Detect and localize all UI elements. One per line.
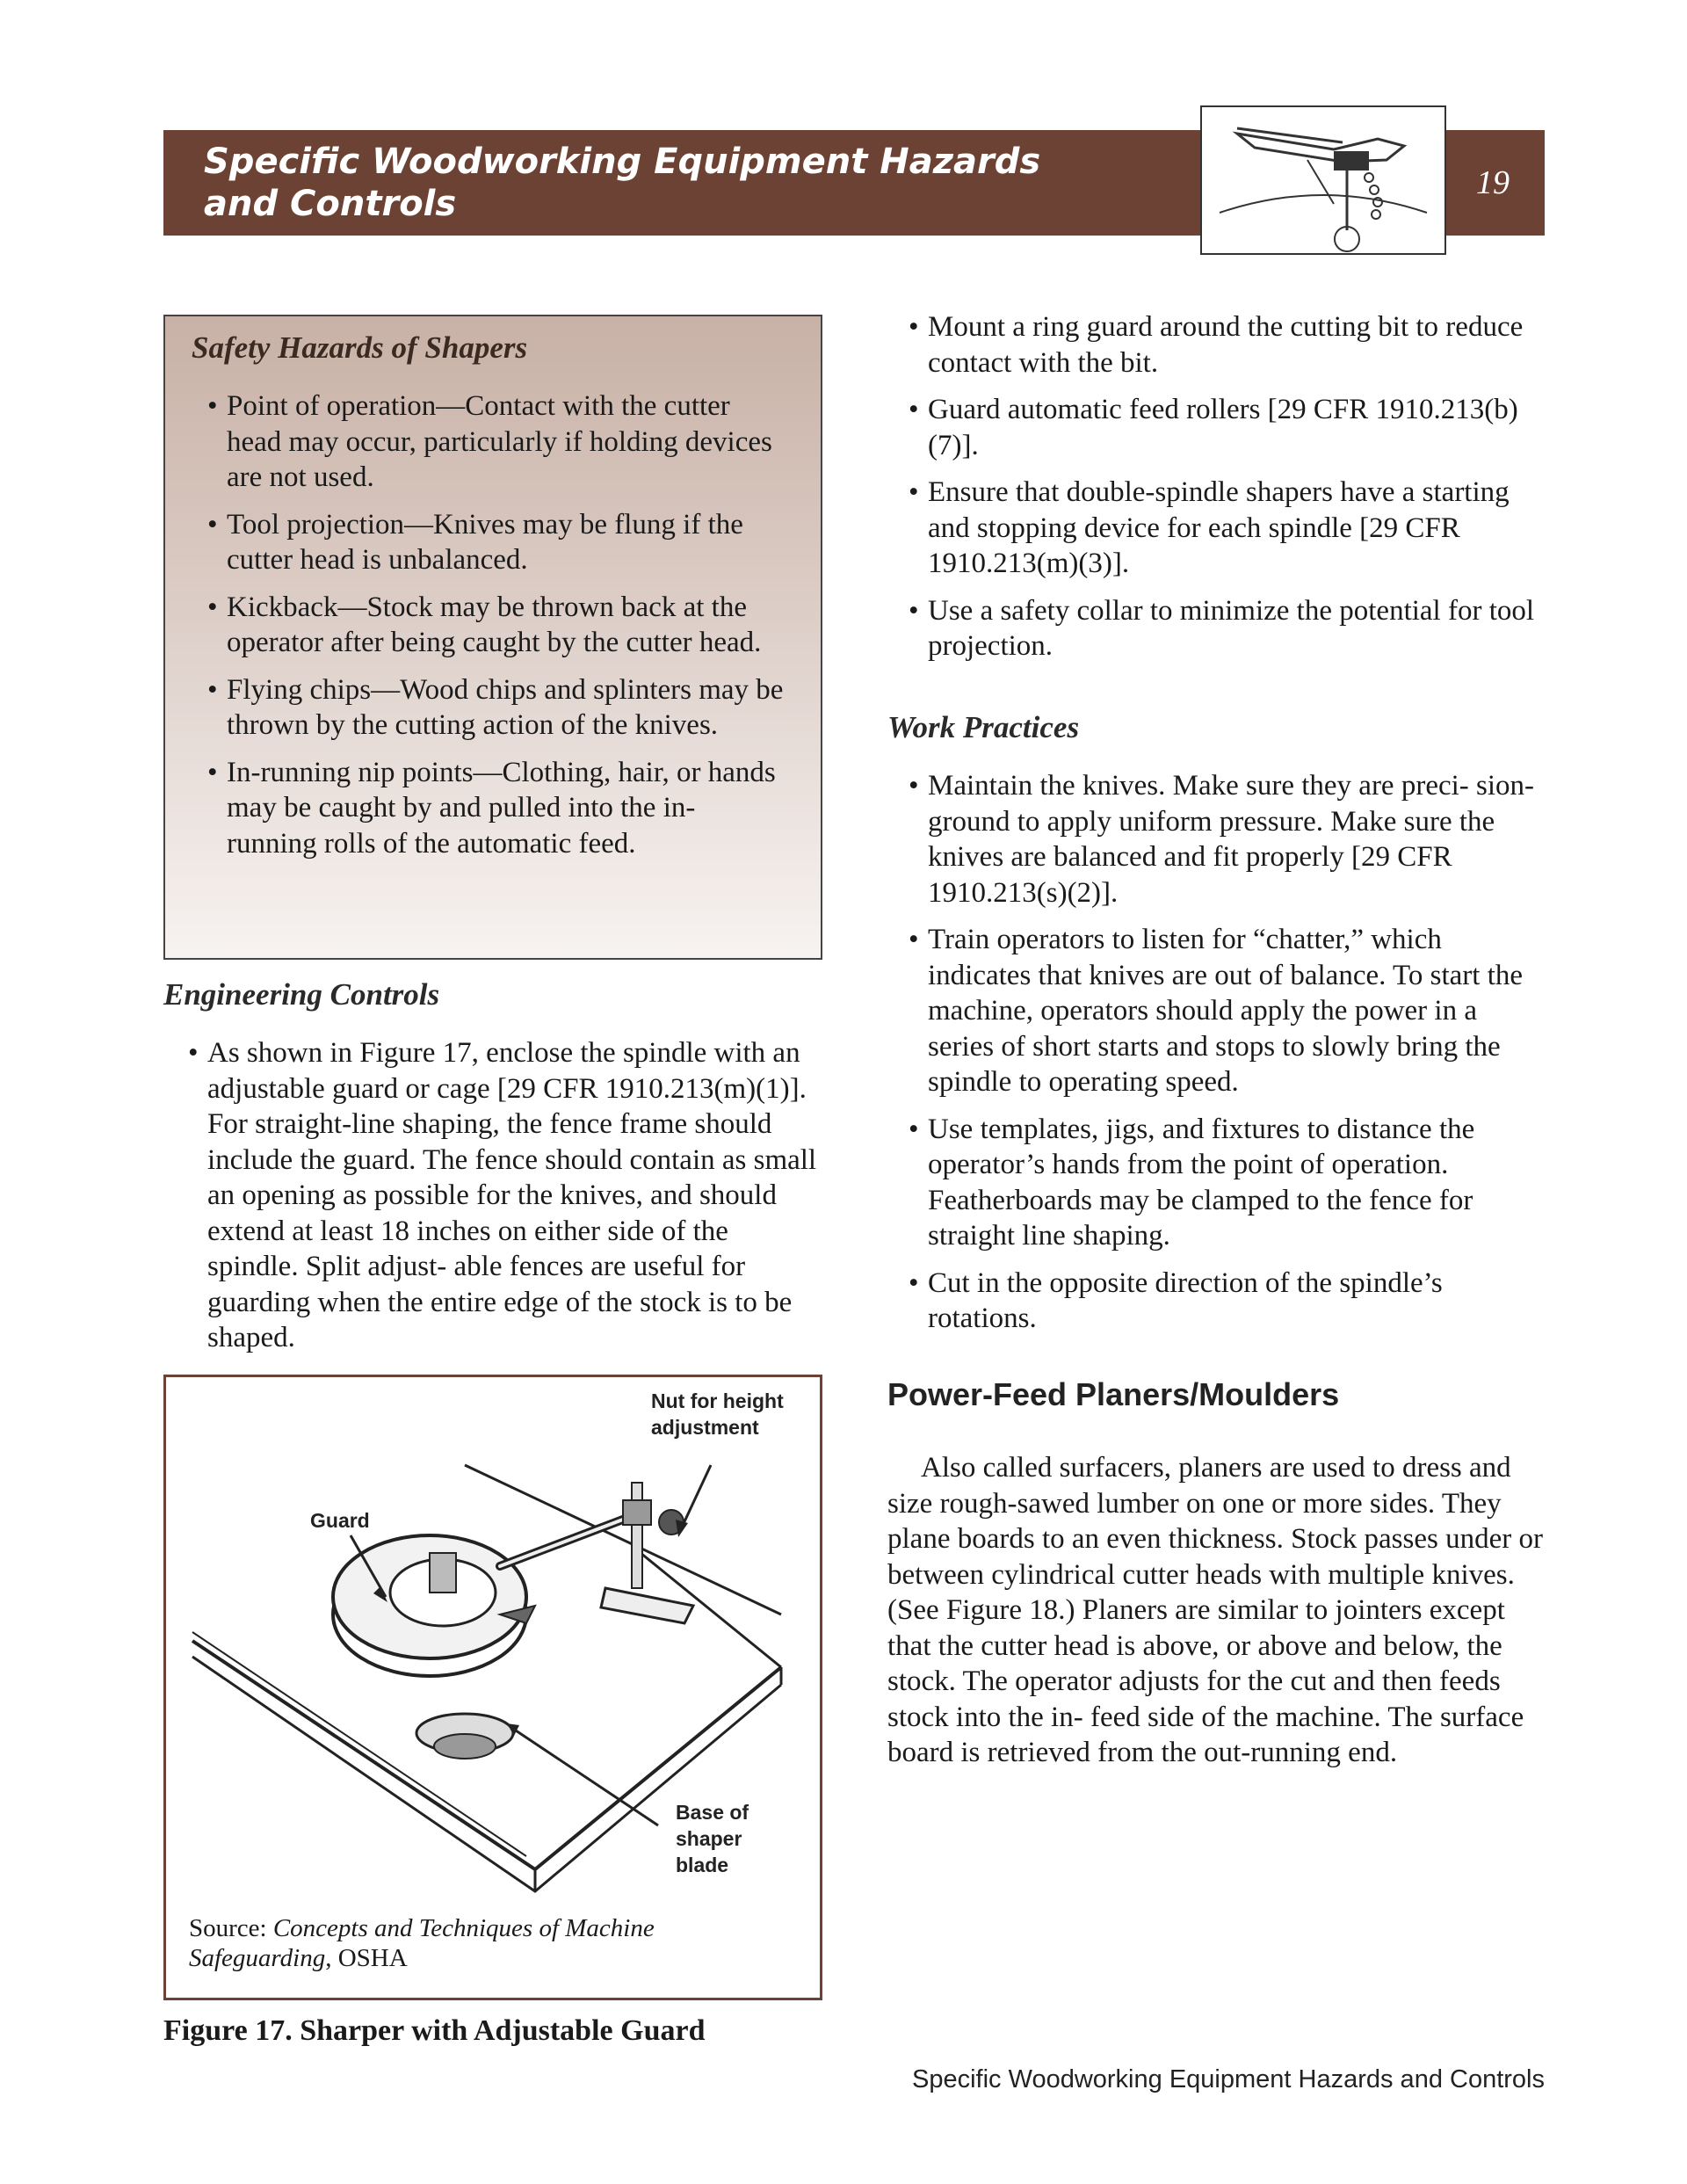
guard-practices-list: [909, 309, 1545, 676]
label-nut-height-adjustment: Nut for height adjustment: [651, 1389, 784, 1439]
list-item: • Tool projection—Knives may be flung if the cutter head is unbalanced.: [207, 507, 787, 578]
work-practices-heading: Work Practices: [887, 710, 1080, 744]
hazards-list: [207, 388, 787, 873]
list-item: • Kickback—Stock may be thrown back at the operator after being caught by the cutter head.: [207, 590, 787, 661]
label-base-of-shaper-blade: Base of shaper blade: [676, 1801, 749, 1876]
sidebar-title: Safety Hazards of Shapers: [192, 330, 528, 365]
figure-caption: Figure 17. Sharper with Adjustable Guard: [163, 2014, 706, 2047]
title-line-2: and Controls: [204, 184, 457, 224]
list-item: • Mount a ring guard around the cutting bit to reduce contact with the bit.: [909, 309, 1545, 381]
figure-17: [163, 1375, 822, 2000]
page-footer: Specific Woodworking Equipment Hazards and Controls: [912, 2065, 1545, 2093]
safety-hazards-box: [163, 315, 822, 960]
power-feed-paragraph: Also called surfacers, planers are used to dress and size rough-sawed lumber on one or more sides. They plane boards to an even thickness. Stock passes under or between cylindrical cutter heads with multiple knives. (See Figure 18.) Planers are similar to jointers except that the cutter head is above, or above and below, the stock. The operator adjusts for the cut and then feeds stock into the in- feed side of the machine. The surface board is retrieved from the out-running end.: [887, 1452, 1543, 1768]
work-practices-list: [909, 768, 1545, 1348]
list-item: • As shown in Figure 17, enclose the spindle with an adjustable guard or cage [29 CFR 1910.213(m)(1)]. For straight-line shaping, the fence frame should include the guard. The fence should contain as small an opening as possible for the knives, and should extend at least 18 inches on either side of the spindle. Split adjust- able fences are useful for guarding when the entire edge of the stock is to be shaped.: [188, 1035, 821, 1356]
source-prefix: Source:: [189, 1914, 273, 1942]
figure-source: [189, 1913, 786, 1973]
list-item: • Cut in the opposite direction of the spindle’s rotations.: [909, 1266, 1545, 1337]
list-item: • Use a safety collar to minimize the potential for tool projection.: [909, 593, 1545, 664]
list-item: • Ensure that double-spindle shapers have a starting and stopping device for each spindle [29 CFR 1910.213(m)(3)].: [909, 475, 1545, 582]
list-item: • Point of operation—Contact with the cutter head may occur, particularly if holding devices are not used.: [207, 388, 787, 496]
source-suffix: , OSHA: [325, 1944, 408, 1972]
power-feed-heading: Power-Feed Planers/Moulders: [887, 1376, 1340, 1412]
title-line-1: Specific Woodworking Equipment Hazards: [204, 141, 1041, 182]
list-item: • Maintain the knives. Make sure they are preci- sion-ground to apply uniform pressure. Make sure the knives are balanced and fit properly [29 CFR 1910.213(s)(2)].: [909, 768, 1545, 911]
label-guard: Guard: [310, 1509, 370, 1532]
list-item: • Guard automatic feed rollers [29 CFR 1910.213(b)(7)].: [909, 392, 1545, 463]
page-number: 19: [1476, 164, 1510, 201]
list-item: • Use templates, jigs, and fixtures to distance the operator’s hands from the point of operation. Featherboards may be clamped to the fence for straight line shaping.: [909, 1112, 1545, 1254]
engineering-list: [188, 1035, 821, 1368]
list-item: • Train operators to listen for “chatter,” which indicates that knives are out of balance. To start the machine, operators should apply the power in a series of short starts and stops to slowly bring the spindle to operating speed.: [909, 922, 1545, 1100]
engineering-controls-heading: Engineering Controls: [163, 977, 440, 1012]
list-item: • In-running nip points—Clothing, hair, or hands may be caught by and pulled into the in- running rolls of the automatic feed.: [207, 755, 787, 862]
list-item: • Flying chips—Wood chips and splinters may be thrown by the cutting action of the knives.: [207, 672, 787, 744]
shaper-sketch-icon: [1202, 107, 1444, 253]
source-title: Concepts and Techniques of Machine Safeguarding: [189, 1914, 655, 1972]
page-title: [204, 141, 1170, 225]
header-illustration: [1200, 105, 1446, 255]
